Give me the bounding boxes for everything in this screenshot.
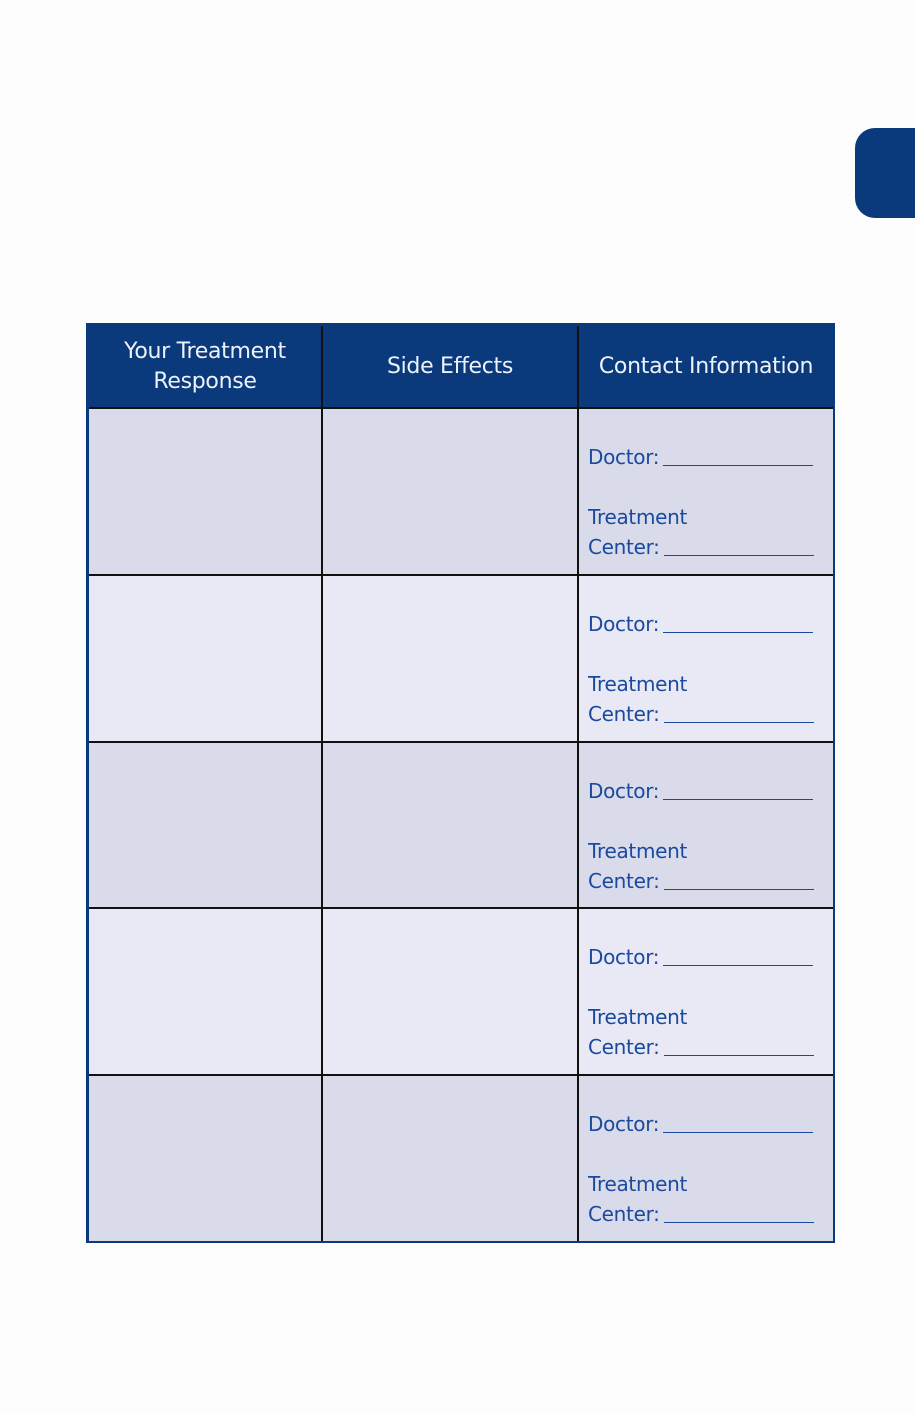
side-effects-cell[interactable]	[322, 908, 578, 1075]
table-row	[89, 908, 833, 1075]
treatment-label: Treatment	[588, 671, 688, 696]
doctor-blank[interactable]	[663, 612, 813, 633]
doctor-label: Doctor:	[588, 611, 660, 636]
center-label: Center:	[588, 1202, 660, 1227]
doctor-line[interactable]	[588, 609, 813, 639]
header-treatment-response: Your Treatment Response	[89, 326, 322, 408]
treatment-response-cell[interactable]	[89, 908, 322, 1075]
treatment-label: Treatment	[588, 1005, 688, 1030]
center-line[interactable]	[588, 699, 814, 729]
doctor-blank[interactable]	[663, 945, 813, 966]
doctor-line[interactable]	[588, 776, 813, 806]
center-blank[interactable]	[664, 702, 814, 723]
doctor-label: Doctor:	[588, 1112, 660, 1137]
header-contact-information: Contact Information	[578, 326, 833, 408]
center-blank[interactable]	[664, 1202, 814, 1223]
doctor-blank[interactable]	[663, 779, 813, 800]
table-row	[89, 742, 833, 909]
contact-cell	[578, 1075, 833, 1241]
treatment-table	[89, 326, 833, 1241]
center-line[interactable]	[588, 1199, 814, 1229]
side-effects-cell[interactable]	[322, 408, 578, 575]
center-label: Center:	[588, 1035, 660, 1060]
center-label: Center:	[588, 868, 660, 893]
doctor-label: Doctor:	[588, 445, 660, 469]
doctor-blank[interactable]	[663, 1112, 813, 1133]
treatment-label: Treatment	[588, 838, 688, 863]
contact-cell	[578, 742, 833, 909]
center-label: Center:	[588, 701, 660, 726]
doctor-label: Doctor:	[588, 778, 660, 803]
center-label: Center:	[588, 535, 660, 559]
center-line[interactable]	[588, 532, 814, 562]
side-effects-cell[interactable]	[322, 1075, 578, 1241]
center-blank[interactable]	[664, 869, 814, 890]
contact-cell	[578, 908, 833, 1075]
treatment-response-cell[interactable]	[89, 575, 322, 742]
treatment-label: Treatment	[588, 505, 688, 529]
contact-cell	[578, 575, 833, 742]
table-row	[89, 575, 833, 742]
doctor-line[interactable]	[588, 1109, 813, 1139]
table-row	[89, 1075, 833, 1241]
section-tab	[855, 128, 915, 218]
doctor-blank[interactable]	[663, 445, 813, 466]
treatment-response-cell[interactable]	[89, 1075, 322, 1241]
center-blank[interactable]	[664, 1035, 814, 1056]
treatment-response-cell[interactable]	[89, 742, 322, 909]
center-line[interactable]	[588, 866, 814, 896]
table-row	[89, 408, 833, 575]
doctor-label: Doctor:	[588, 945, 660, 970]
table-header-row	[89, 326, 833, 408]
doctor-line[interactable]	[588, 942, 813, 972]
treatment-label: Treatment	[588, 1172, 688, 1197]
center-blank[interactable]	[664, 535, 814, 556]
header-side-effects: Side Effects	[322, 326, 578, 408]
side-effects-cell[interactable]	[322, 742, 578, 909]
contact-cell	[578, 408, 833, 575]
doctor-line[interactable]	[588, 442, 813, 472]
side-effects-cell[interactable]	[322, 575, 578, 742]
treatment-response-cell[interactable]	[89, 408, 322, 575]
center-line[interactable]	[588, 1032, 814, 1062]
treatment-log-table	[86, 323, 835, 1243]
